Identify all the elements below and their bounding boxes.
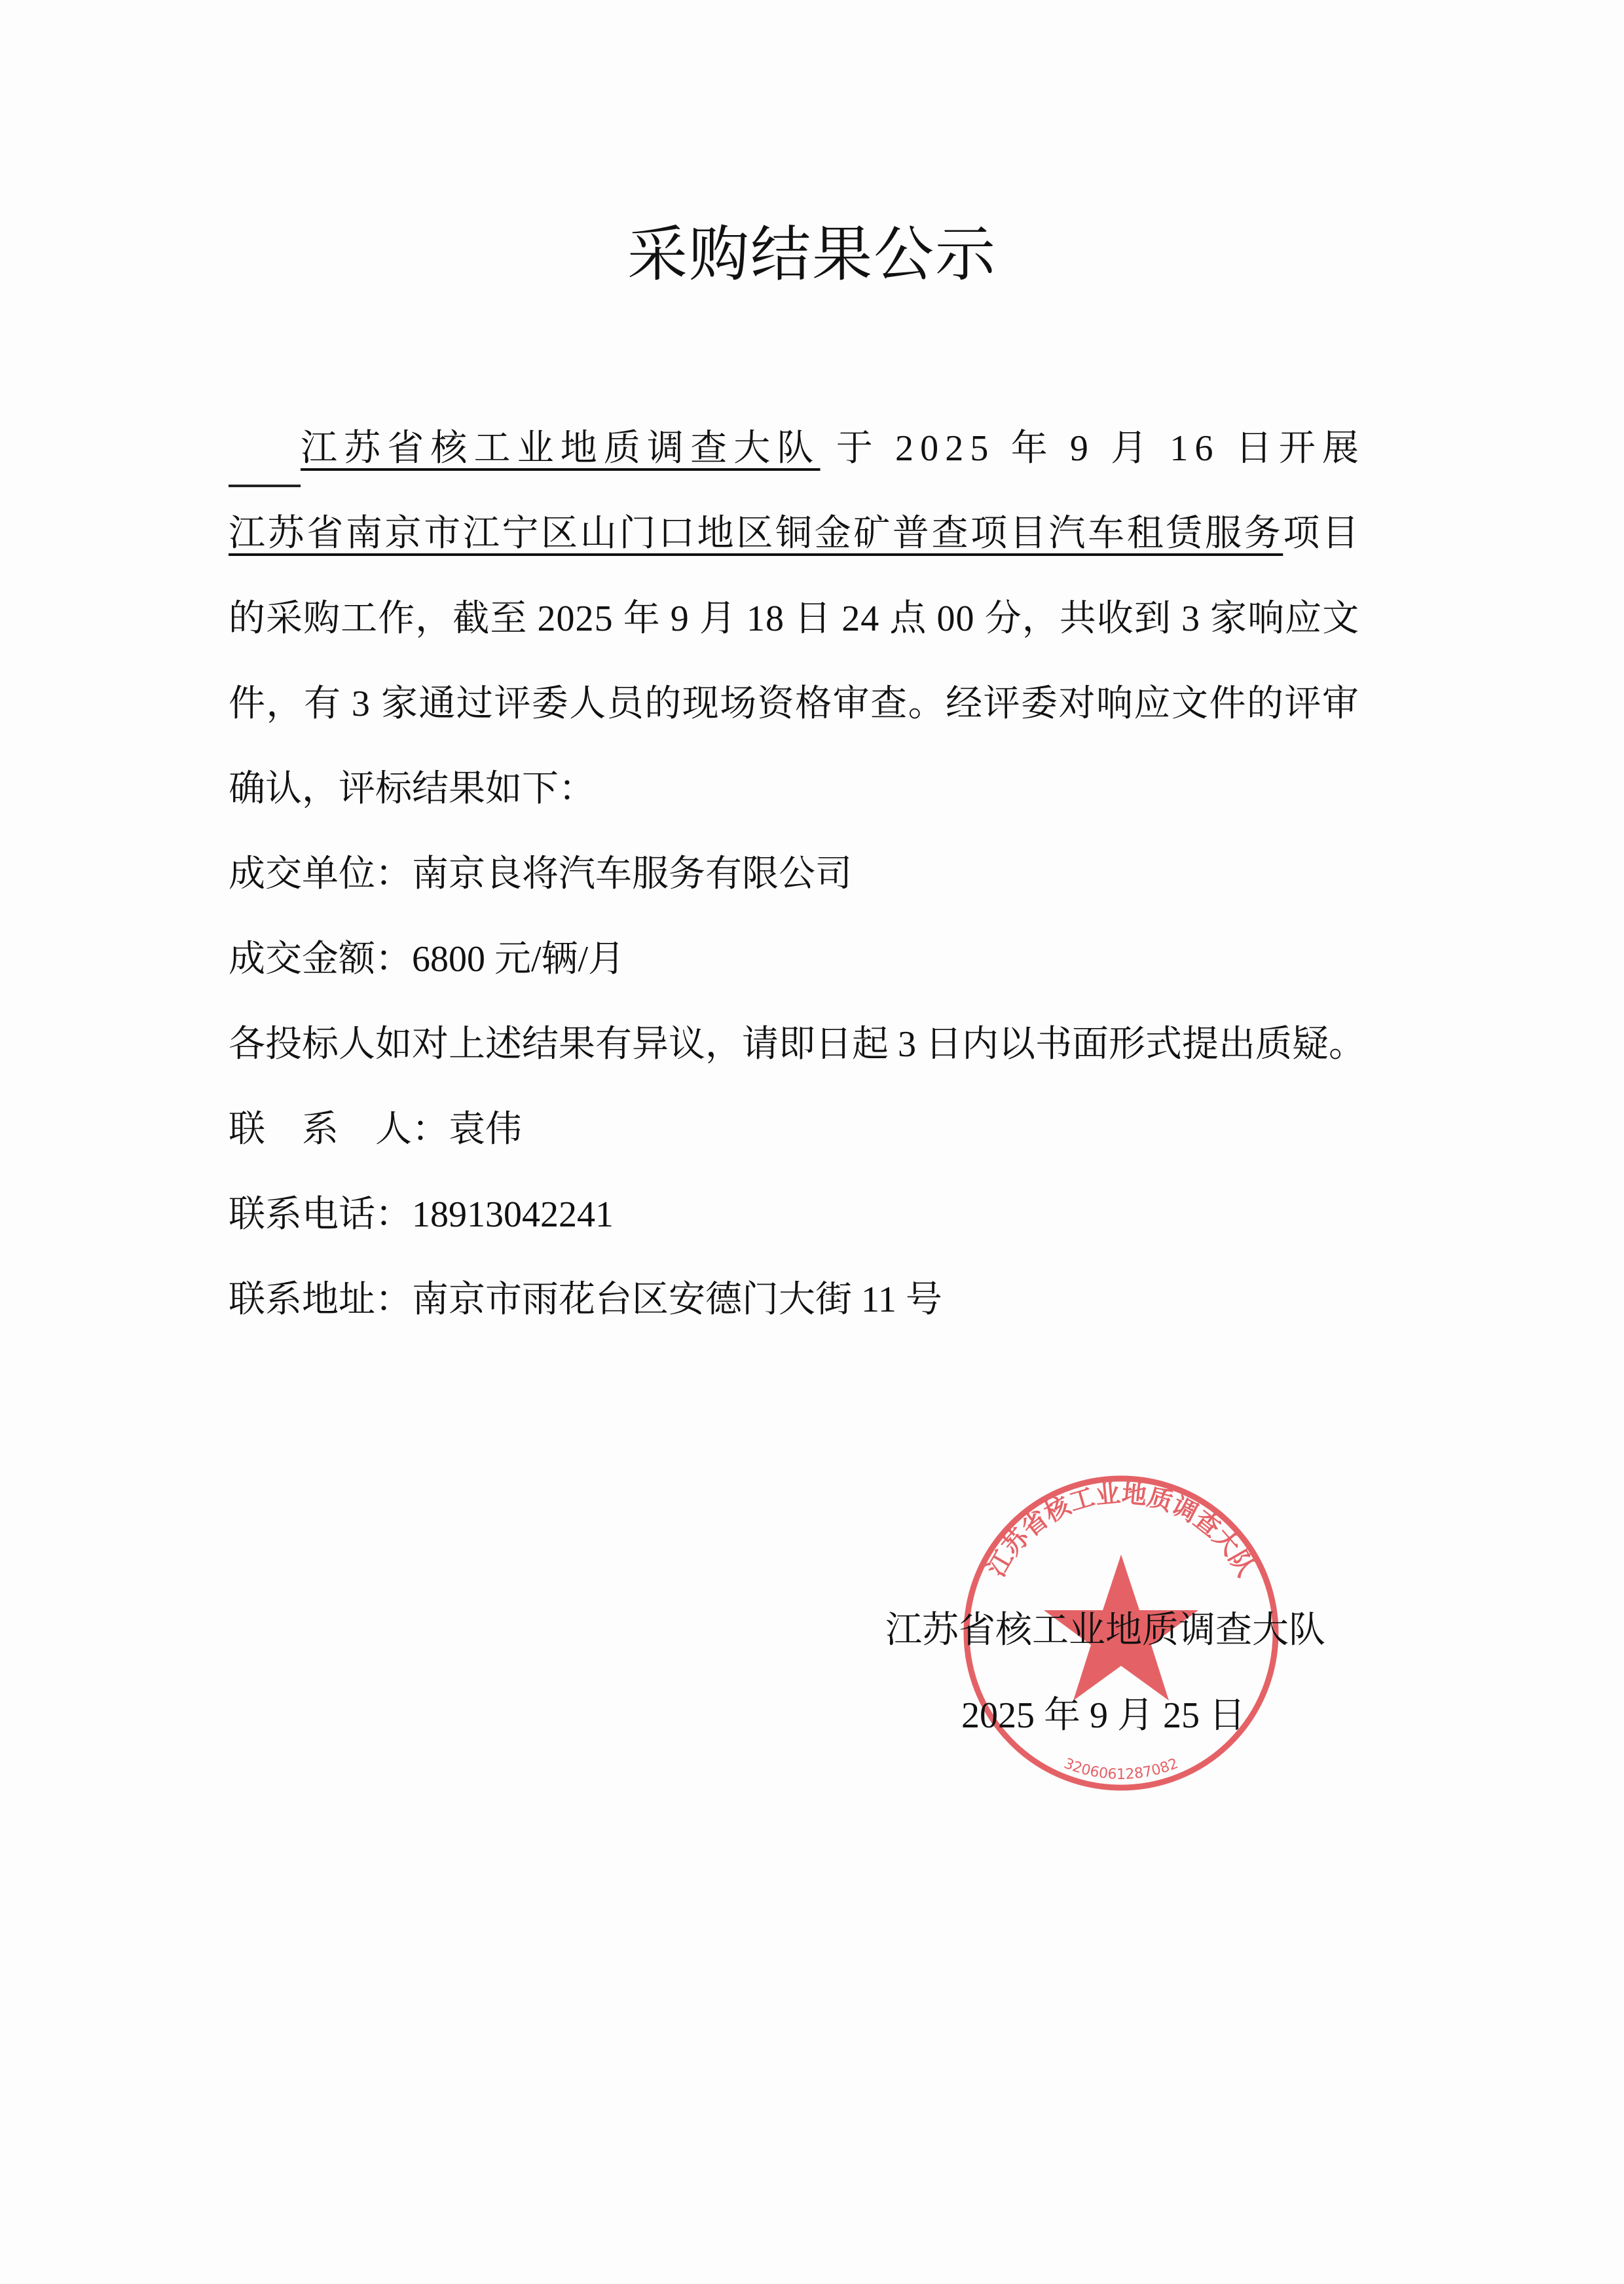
signature-date: 2025 年 9 月 25 日 <box>961 1695 1246 1736</box>
paragraph-text: 于 2025 年 9 月 16 日开展 <box>836 428 1366 469</box>
field-label: 成交金额： <box>229 939 412 980</box>
document-body <box>229 419 1366 1355</box>
field-winner <box>229 845 1359 930</box>
project-name: 江苏省南京市江宁区山门口地区铜金矿普查项目汽车租赁服务 <box>229 513 1283 554</box>
field-contact <box>229 1100 1359 1185</box>
document-title: 采购结果公示 <box>627 219 997 289</box>
underline-blank <box>229 437 301 487</box>
field-amount <box>229 930 1359 1015</box>
paragraph-line-4: 件，有 3 家通过评委人员的现场资格审查。经评委对响应文件的评审 <box>229 684 1360 724</box>
field-address <box>229 1270 1359 1355</box>
purchaser-name: 江苏省核工业地质调查大队 <box>301 428 821 469</box>
paragraph-line-1 <box>229 419 1366 504</box>
field-label: 成交单位： <box>229 854 412 894</box>
paragraph-line-3: 的采购工作，截至 2025 年 9 月 18 日 24 点 00 分，共收到 3 家响应文 <box>229 599 1360 639</box>
seal-number: 3206061287082 <box>1061 1755 1181 1783</box>
paragraph-text: 项目 <box>1283 513 1361 554</box>
field-label: 联 系 人： <box>229 1109 449 1150</box>
field-value: 南京市雨花台区安德门大街 11 号 <box>412 1280 942 1320</box>
field-label: 联系地址： <box>229 1280 412 1320</box>
field-value: 南京良将汽车服务有限公司 <box>412 854 852 894</box>
signature-org: 江苏省核工业地质调查大队 <box>885 1610 1325 1651</box>
paragraph-line-5: 确认，评标结果如下： <box>229 769 595 809</box>
objection-notice <box>229 1015 1365 1100</box>
field-phone <box>229 1185 1359 1270</box>
field-value: 6800 元/辆/月 <box>412 939 625 980</box>
paragraph-line-2 <box>229 504 1359 589</box>
notice-text: 各投标人如对上述结果有异议，请即日起 3 日内以书面形式提出质疑。 <box>229 1024 1365 1065</box>
seal-text: 江苏省核工业地质调查大队 <box>982 1479 1261 1581</box>
field-label: 联系电话： <box>229 1194 412 1235</box>
field-value: 袁伟 <box>449 1109 522 1150</box>
field-value: 18913042241 <box>412 1194 614 1235</box>
